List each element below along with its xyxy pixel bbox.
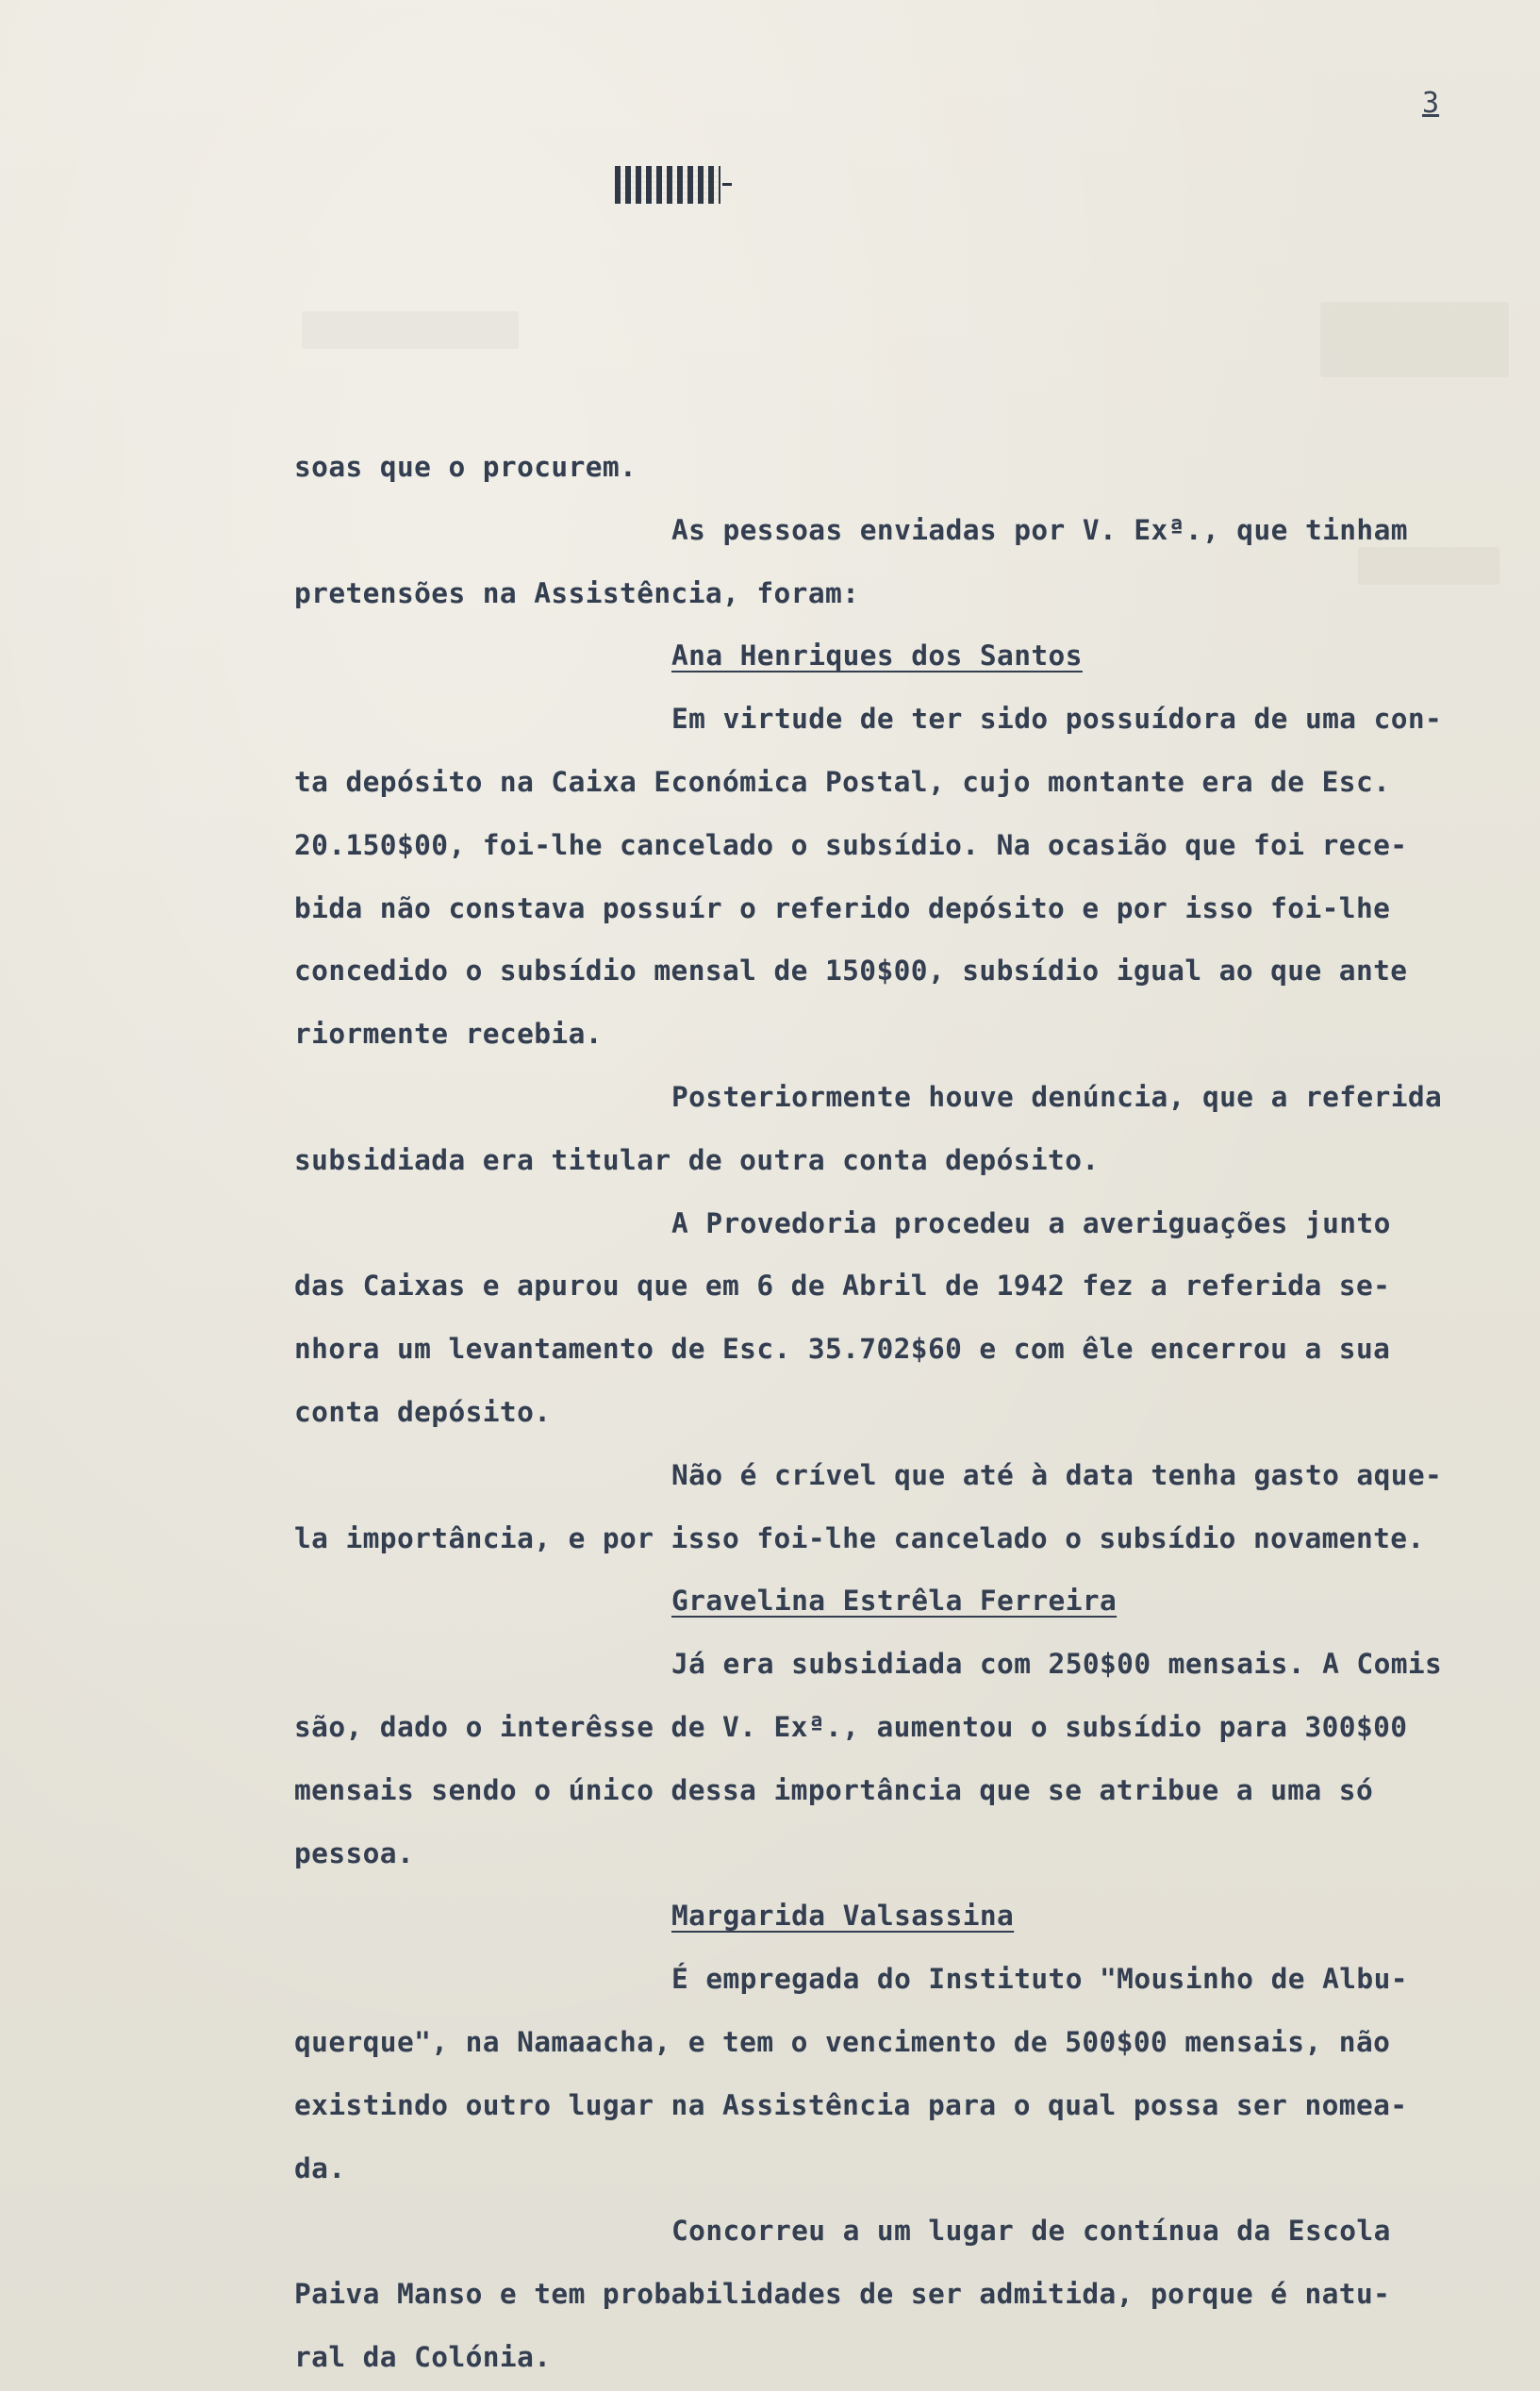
text-line: são, dado o interêsse de V. Exª., aumentou o subsídio para 300$00 bbox=[294, 1710, 1408, 1743]
text-line: subsidiada era titular de outra conta depósito. bbox=[294, 1143, 1100, 1176]
text-line: da. bbox=[294, 2151, 346, 2184]
bleed-through-mark bbox=[1320, 302, 1509, 377]
text-line: pessoa. bbox=[294, 1836, 415, 1869]
text-line: conta depósito. bbox=[294, 1395, 552, 1428]
text-line: As pessoas enviadas por V. Exª., que tinham bbox=[671, 513, 1408, 546]
text-line: ral da Colónia. bbox=[294, 2340, 552, 2373]
text-line: A Provedoria procedeu a averiguações junto bbox=[671, 1206, 1391, 1239]
text-line: Posteriormente houve denúncia, que a referida bbox=[671, 1080, 1443, 1113]
text-line: concedido o subsídio mensal de 150$00, subsídio igual ao que ante bbox=[294, 955, 1408, 988]
text-line: mensais sendo o único dessa importância que se atribue a uma só bbox=[294, 1773, 1374, 1806]
section-heading: Margarida Valsassina bbox=[671, 1900, 1015, 1933]
section-heading: Gravelina Estrêla Ferreira bbox=[671, 1585, 1118, 1618]
strikeout-dash bbox=[722, 183, 732, 186]
page-number: 3 bbox=[1422, 87, 1440, 120]
struck-out-typing-mark bbox=[615, 162, 728, 208]
text-line: existindo outro lugar na Assistência para o qual possa ser nomea- bbox=[294, 2088, 1408, 2121]
section-heading: Ana Henriques dos Santos bbox=[671, 639, 1083, 672]
text-line: É empregada do Instituto "Mousinho de Albu- bbox=[671, 1963, 1408, 1996]
text-line: Não é crível que até à data tenha gasto aque- bbox=[671, 1458, 1443, 1491]
text-line: riormente recebia. bbox=[294, 1018, 603, 1051]
text-line: bida não constava possuír o referido depósito e por isso foi-lhe bbox=[294, 891, 1391, 924]
strikeout-bars bbox=[615, 166, 720, 204]
text-line: Paiva Manso e tem probabilidades de ser admitida, porque é natu- bbox=[294, 2278, 1391, 2311]
text-line: soas que o procurem. bbox=[294, 451, 638, 483]
text-line: la importância, e por isso foi-lhe cancelado o subsídio novamente. bbox=[294, 1521, 1425, 1554]
text-line: 20.150$00, foi-lhe cancelado o subsídio. Na ocasião que foi rece- bbox=[294, 828, 1408, 861]
text-line: querque", na Namaacha, e tem o vencimento de 500$00 mensais, não bbox=[294, 2025, 1391, 2058]
typewritten-body bbox=[294, 436, 1520, 2389]
text-line: Já era subsidiada com 250$00 mensais. A Comis bbox=[671, 1648, 1443, 1681]
bleed-through-mark bbox=[302, 311, 519, 349]
text-line: das Caixas e apurou que em 6 de Abril de 1942 fez a referida se- bbox=[294, 1270, 1391, 1303]
text-line: Concorreu a um lugar de contínua da Escola bbox=[671, 2215, 1391, 2248]
text-line: Em virtude de ter sido possuídora de uma con- bbox=[671, 703, 1443, 736]
text-line: nhora um levantamento de Esc. 35.702$60 e com êle encerrou a sua bbox=[294, 1333, 1391, 1366]
text-line: ta depósito na Caixa Económica Postal, cujo montante era de Esc. bbox=[294, 765, 1391, 798]
text-line: pretensões na Assistência, foram: bbox=[294, 576, 860, 609]
